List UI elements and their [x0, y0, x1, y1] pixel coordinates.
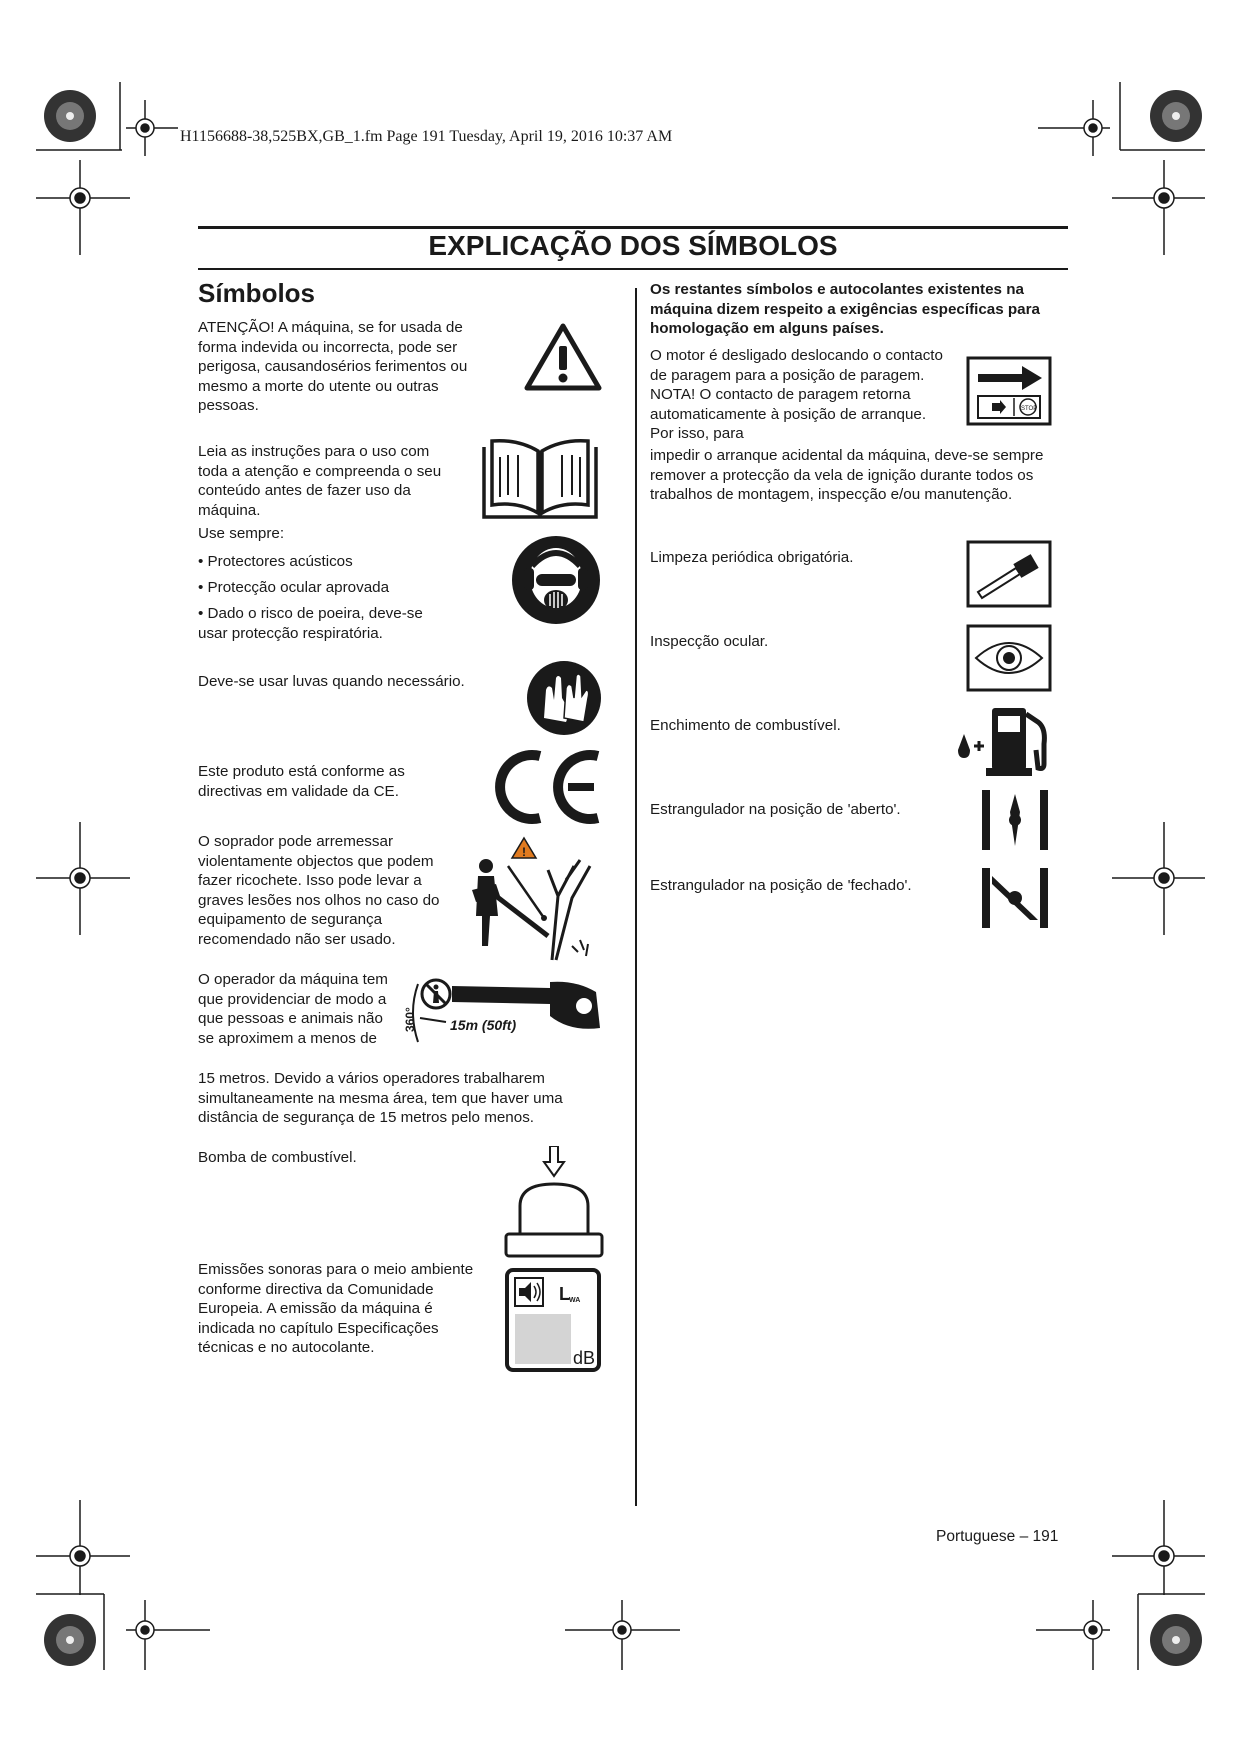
choke-open-text: Estrangulador na posição de 'aberto'.	[650, 801, 901, 818]
distance-angle-label: 360°	[403, 1007, 417, 1032]
choke-closed-text: Estrangulador na posição de 'fechado'.	[650, 877, 912, 894]
cleaning-brush-icon	[966, 540, 1052, 608]
stop-label: STOP	[1021, 406, 1038, 412]
protective-equipment-icon	[510, 534, 602, 626]
eye-inspection-icon	[966, 624, 1052, 692]
safety-distance-icon	[400, 976, 604, 1050]
page-footer: Portuguese – 191	[936, 1528, 1059, 1545]
noise-emission-label-icon	[505, 1268, 601, 1372]
title-rule-top	[198, 226, 1068, 229]
gloves-icon	[526, 660, 602, 736]
title-rule-bottom	[198, 268, 1068, 270]
stop-switch-text-end: impedir o arranque acidental da máquina, deve-se sempre remover a protecção da vela de ignição durante todos os trabalhos de montagem, inspecção e/ou manutenção.	[650, 447, 1044, 504]
bullet-eyes: • Protecção ocular aprovada	[198, 579, 390, 596]
distance-value-label: 15m (50ft)	[450, 1017, 517, 1033]
warning-text: ATENÇÃO! A máquina, se for usada de forma indevida ou incorrecta, pode ser perigosa, causandosérios ferimentos ou mesmo a morte do utente ou outras pessoas.	[198, 319, 468, 415]
column-divider	[635, 288, 637, 1506]
gloves-text: Deve-se usar luvas quando necessário.	[198, 673, 465, 690]
file-header: H1156688-38,525BX,GB_1.fm Page 191 Tuesday, April 19, 2016 10:37 AM	[180, 128, 673, 145]
right-intro: Os restantes símbolos e autocolantes existentes na máquina dizem respeito a exigências específicas para homologação em alguns países.	[650, 281, 1040, 338]
inspection-text: Inspecção ocular.	[650, 633, 769, 650]
distance-text-end: 15 metros. Devido a vários operadores trabalharem simultaneamente na mesma área, tem que haver uma distância de segurança de 15 metros pelo menos.	[198, 1070, 563, 1127]
fuel-primer-bulb-icon	[504, 1146, 604, 1260]
ce-mark-icon	[490, 748, 604, 826]
stop-switch-icon	[966, 356, 1052, 426]
fuel-refill-icon	[956, 704, 1056, 778]
sound-power-label: L	[559, 1284, 570, 1304]
warning-triangle-icon	[524, 322, 602, 392]
bullet-hearing: • Protectores acústicos	[198, 553, 353, 570]
page-title: EXPLICAÇÃO DOS SÍMBOLOS	[428, 230, 838, 261]
choke-open-icon	[978, 788, 1052, 852]
cleaning-text: Limpeza periódica obrigatória.	[650, 549, 854, 566]
choke-closed-icon	[978, 866, 1052, 930]
bullet-respiratory: • Dado o risco de poeira, deve-se usar protecção respiratória.	[198, 605, 423, 642]
read-manual-text: Leia as instruções para o uso com toda a atenção e compreenda o seu conteúdo antes de fazer uso da máquina.	[198, 443, 442, 519]
noise-text: Emissões sonoras para o meio ambiente conforme directiva da Comunidade Europeia. A emissão da máquina é indicada no capítulo Especificações técnicas e no autocolante.	[198, 1261, 474, 1357]
ce-text: Este produto está conforme as directivas em validade da CE.	[198, 763, 405, 800]
sound-power-sub: WA	[569, 1297, 581, 1304]
fuel-text: Enchimento de combustível.	[650, 717, 841, 734]
read-manual-book-icon	[478, 437, 602, 523]
ricochet-hazard-icon	[456, 836, 602, 962]
section-heading: Símbolos	[198, 278, 316, 308]
primer-text: Bomba de combustível.	[198, 1149, 357, 1166]
stop-switch-text-start: O motor é desligado deslocando o contacto de paragem para a posição de paragem. NOTA! O contacto de paragem retorna automaticamente à posição de arranque. Por isso, para	[650, 347, 943, 443]
ricochet-text: O soprador pode arremessar violentamente objectos que podem fazer ricochete. Isso pode levar a graves lesões nos olhos no caso do equipamento de segurança recomendado não ser usado.	[198, 833, 440, 948]
decibel-label: dB	[573, 1348, 596, 1368]
svg-text:!: !	[522, 845, 526, 859]
distance-text-start: O operador da máquina tem que providenciar de modo a que pessoas e animais não se aproximem a menos de	[198, 971, 388, 1047]
use-always-label: Use sempre:	[198, 525, 285, 542]
